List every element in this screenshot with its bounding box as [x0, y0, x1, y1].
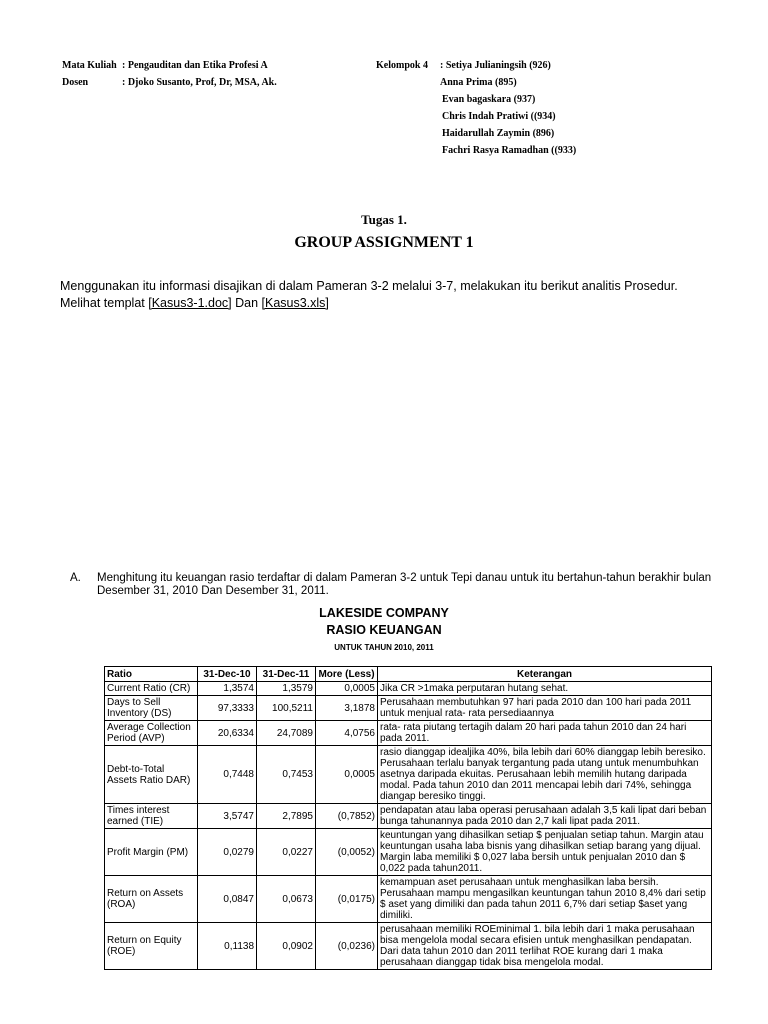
value-2011: 0,7453: [257, 746, 316, 804]
intro-line: Menggunakan itu informasi disajikan di dalam Pameran 3-2 melalui 3-7, melakukan itu berikut analitis Prosedur.: [60, 279, 678, 293]
ratio-notes: rasio dianggap idealjika 40%, bila lebih dari 60% dianggap lebih beresiko. Perusahaan terlalu banyak tergantung pada utang untuk menumbuhkan asetnya daripada ekuitas. Perusahaan lebih memilih hutang daripada modal. Pada tahun 2010 dan 2011 mencapai lebih dari 74%, sehingga diangap beresiko tinggi.: [378, 746, 712, 804]
ratio-table: [104, 666, 712, 970]
ratio-notes: rata- rata piutang tertagih dalam 20 hari pada tahun 2010 dan 24 hari pada 2011.: [378, 721, 712, 746]
table-header-row: [105, 667, 712, 682]
course-value: : Pengauditan dan Etika Profesi A: [122, 60, 268, 71]
table-row: [105, 721, 712, 746]
value-2010: 0,1138: [198, 923, 257, 970]
col-header-2010: 31-Dec-10: [198, 667, 257, 682]
value-2011: 2,7895: [257, 804, 316, 829]
col-header-notes: Keterangan: [378, 667, 712, 682]
table-row: [105, 682, 712, 696]
value-2010: 3,5747: [198, 804, 257, 829]
group-member: Fachri Rasya Ramadhan ((933): [442, 145, 577, 156]
ratio-notes: perusahaan memiliki ROEminimal 1. bila lebih dari 1 maka perusahaan bisa mengelola modal secara efisien untuk menghasilkan pendapatan. Dari data tahun 2010 dan 2011 terlihat ROE kurang dari 1 maka perusahaan dianggap tidak bisa mengelola modal.: [378, 923, 712, 970]
ratio-notes: keuntungan yang dihasilkan setiap $ penjualan setiap tahun. Margin atau keuntungan usaha laba bisnis yang dihasilkan setiap barang yang dijual. Margin laba memiliki $ 0,027 laba bersih untuk penjualan 2010 dan $ 0,022 pada tahun2011.: [378, 829, 712, 876]
value-2011: 0,0673: [257, 876, 316, 923]
ratio-name: Current Ratio (CR): [105, 682, 198, 696]
table-row: [105, 746, 712, 804]
company-title-block: [0, 605, 768, 639]
lecturer-label: Dosen: [62, 77, 89, 88]
course-header: [62, 57, 722, 159]
group-member: Haidarullah Zaymin (896): [442, 128, 555, 139]
group-member: Evan bagaskara (937): [442, 94, 536, 105]
value-2010: 20,6334: [198, 721, 257, 746]
ratio-notes: Perusahaan membutuhkan 97 hari pada 2010 dan 100 hari pada 2011 untuk menjual rata- rata persediaannya: [378, 696, 712, 721]
table-row: [105, 829, 712, 876]
value-2010: 97,3333: [198, 696, 257, 721]
group-member: Anna Prima (895): [440, 77, 517, 88]
member-row: [62, 125, 722, 142]
company-name: LAKESIDE COMPANY: [319, 606, 449, 620]
doc-template-link[interactable]: [Kasus3-1.doc]: [148, 296, 232, 310]
value-change: (0,7852): [316, 804, 378, 829]
ratio-notes: pendapatan atau laba operasi perusahaan adalah 3,5 kali lipat dari beban bunga tahunannya pada 2010 dan 2,7 kali lipat pada 2011.: [378, 804, 712, 829]
member-row: [62, 142, 722, 159]
group-member: Chris Indah Pratiwi ((934): [442, 111, 556, 122]
value-change: (0,0052): [316, 829, 378, 876]
intro-template-line: [60, 295, 720, 312]
value-change: (0,0236): [316, 923, 378, 970]
table-row: [105, 923, 712, 970]
value-change: 0,0005: [316, 746, 378, 804]
table-row: [105, 696, 712, 721]
ratio-notes: kemampuan aset perusahaan untuk menghasilkan laba bersih. Perusahaan mampu mengasilkan keuntungan tahun 2010 8,4% dari setip $ aset yang dimiliki dan pada tahun 2011 6,7% dari setiap $aset yang dimiliki.: [378, 876, 712, 923]
value-2011: 0,0227: [257, 829, 316, 876]
intro-prefix: Melihat templat: [60, 296, 149, 310]
lecturer-row: [62, 74, 722, 91]
course-label: Mata Kuliah: [62, 60, 117, 71]
value-2011: 0,0902: [257, 923, 316, 970]
ratio-name: Average Collection Period (AVP): [105, 721, 198, 746]
lecturer-value: : Djoko Susanto, Prof, Dr, MSA, Ak.: [122, 77, 277, 88]
value-2010: 0,0847: [198, 876, 257, 923]
task-heading: Tugas 1.: [361, 212, 407, 227]
intro-paragraph: [60, 278, 720, 312]
report-period: UNTUK TAHUN 2010, 2011: [334, 643, 434, 652]
value-2010: 0,7448: [198, 746, 257, 804]
member-row: [62, 108, 722, 125]
value-2010: 0,0279: [198, 829, 257, 876]
value-2011: 100,5211: [257, 696, 316, 721]
group-member: : Setiya Julianingsih (926): [440, 60, 551, 71]
ratio-notes: Jika CR >1maka perputaran hutang sehat.: [378, 682, 712, 696]
assignment-title: GROUP ASSIGNMENT 1: [294, 234, 474, 251]
section-a-text: Menghitung itu keuangan rasio terdaftar di dalam Pameran 3-2 untuk Tepi danau untuk itu bertahun-tahun berakhir bulan Desember 31, 2010 Dan Desember 31, 2011.: [97, 572, 712, 597]
ratio-name: Return on Equity (ROE): [105, 923, 198, 970]
value-2011: 1,3579: [257, 682, 316, 696]
ratio-name: Return on Assets (ROA): [105, 876, 198, 923]
table-row: [105, 876, 712, 923]
ratio-name: Times interest earned (TIE): [105, 804, 198, 829]
value-2011: 24,7089: [257, 721, 316, 746]
value-change: 4,0756: [316, 721, 378, 746]
intro-mid: Dan: [231, 296, 262, 310]
value-change: 0,0005: [316, 682, 378, 696]
group-label: Kelompok 4: [376, 60, 428, 71]
report-subtitle: RASIO KEUANGAN: [326, 623, 442, 637]
ratio-name: Days to Sell Inventory (DS): [105, 696, 198, 721]
col-header-ratio: Ratio: [105, 667, 198, 682]
col-header-2011: 31-Dec-11: [257, 667, 316, 682]
value-change: (0,0175): [316, 876, 378, 923]
ratio-name: Profit Margin (PM): [105, 829, 198, 876]
table-row: [105, 804, 712, 829]
section-letter: A.: [70, 572, 81, 584]
ratio-name: Debt-to-Total Assets Ratio DAR): [105, 746, 198, 804]
member-row: [62, 91, 722, 108]
value-change: 3,1878: [316, 696, 378, 721]
value-2010: 1,3574: [198, 682, 257, 696]
xls-template-link[interactable]: [Kasus3.xls]: [261, 296, 329, 310]
course-row: [62, 57, 722, 74]
col-header-change: More (Less): [316, 667, 378, 682]
section-a: [70, 572, 720, 598]
